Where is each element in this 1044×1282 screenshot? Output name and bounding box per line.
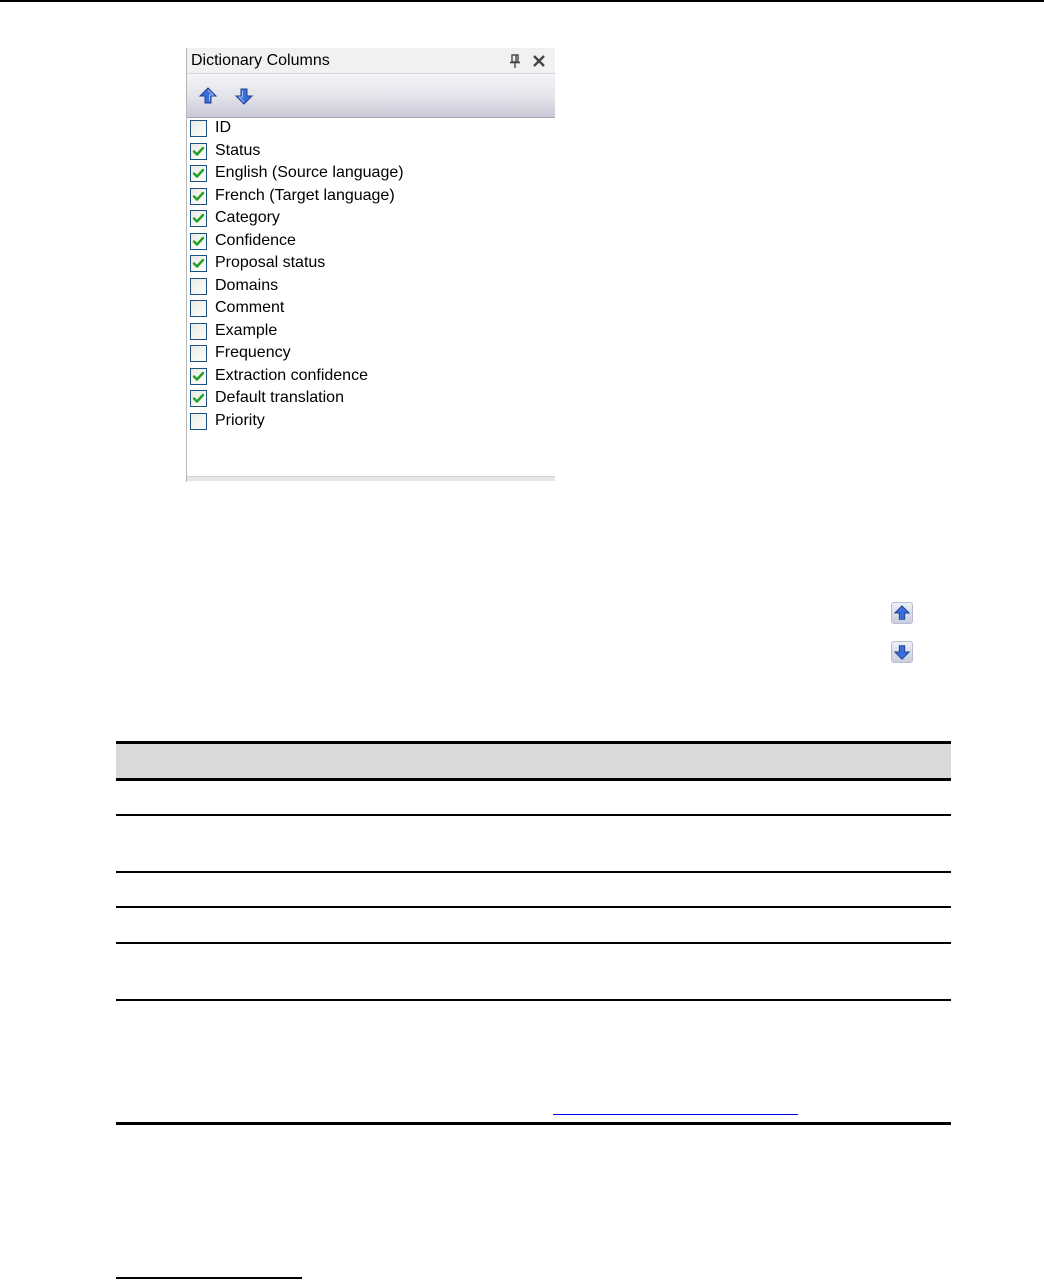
column-option[interactable]: [187, 118, 555, 141]
column-option-label: English (Source language): [215, 164, 404, 181]
column-option-label: Category: [215, 209, 280, 226]
dictionary-columns-panel: [186, 48, 554, 482]
table-row-divider: [116, 871, 951, 873]
column-option-label: Priority: [215, 411, 265, 429]
move-down-arrow-icon[interactable]: [234, 86, 254, 106]
column-option[interactable]: [187, 321, 555, 344]
checkbox-checked[interactable]: [190, 143, 207, 160]
column-option[interactable]: [187, 366, 555, 389]
checkmark-icon: [192, 257, 205, 270]
column-option-label: Default translation: [215, 389, 344, 406]
table-row-divider: [116, 814, 951, 816]
column-option[interactable]: [187, 208, 555, 231]
table-row-divider: [116, 999, 951, 1001]
column-option[interactable]: [187, 298, 555, 321]
column-option-label: Proposal status: [215, 254, 326, 271]
checkbox-unchecked[interactable]: [190, 323, 207, 340]
column-option[interactable]: [187, 276, 555, 299]
hyperlink-underline[interactable]: [553, 1114, 798, 1115]
checkbox-unchecked[interactable]: [190, 120, 207, 137]
pin-icon[interactable]: [508, 53, 522, 69]
checkmark-icon: [192, 392, 205, 405]
table-row-divider: [116, 906, 951, 908]
column-option[interactable]: [187, 343, 555, 366]
column-option[interactable]: [187, 388, 555, 411]
column-option-label: Confidence: [215, 231, 296, 249]
panel-toolbar: [187, 74, 555, 118]
checkmark-icon: [192, 167, 205, 180]
checkbox-checked[interactable]: [190, 210, 207, 227]
column-option-label: Extraction confidence: [215, 366, 368, 384]
checkbox-checked[interactable]: [190, 165, 207, 182]
column-option-label: French (Target language): [215, 186, 395, 204]
column-option-label: Frequency: [215, 344, 291, 361]
column-option-label: Example: [215, 321, 278, 339]
checkbox-checked[interactable]: [190, 188, 207, 205]
column-option-label: ID: [215, 119, 231, 136]
panel-title: Dictionary Columns: [191, 52, 330, 69]
checkbox-checked[interactable]: [190, 368, 207, 385]
panel-title-bar: [187, 48, 555, 74]
checkmark-icon: [192, 190, 205, 203]
table-row-divider: [116, 942, 951, 944]
column-option-label: Status: [215, 141, 261, 159]
checkbox-unchecked[interactable]: [190, 278, 207, 295]
panel-bottom-edge: [187, 476, 555, 481]
checkmark-icon: [192, 370, 205, 383]
table-bottom-rule: [116, 1122, 951, 1125]
table-header-row: [116, 741, 951, 781]
move-up-arrow-icon: [891, 602, 913, 624]
column-option-label: Domains: [215, 276, 279, 294]
checkbox-unchecked[interactable]: [190, 345, 207, 362]
close-icon[interactable]: [532, 53, 546, 69]
move-down-arrow-icon: [891, 641, 913, 663]
column-option[interactable]: [187, 141, 555, 164]
checkbox-checked[interactable]: [190, 390, 207, 407]
column-option[interactable]: [187, 231, 555, 254]
checkbox-checked[interactable]: [190, 233, 207, 250]
column-option[interactable]: [187, 186, 555, 209]
checkbox-unchecked[interactable]: [190, 300, 207, 317]
checkbox-checked[interactable]: [190, 255, 207, 272]
column-option[interactable]: [187, 411, 555, 434]
checkmark-icon: [192, 235, 205, 248]
checkbox-unchecked[interactable]: [190, 413, 207, 430]
checkmark-icon: [192, 145, 205, 158]
column-option[interactable]: [187, 253, 555, 276]
column-checklist: [187, 118, 555, 433]
footnote-separator: [116, 1277, 302, 1279]
column-option[interactable]: [187, 163, 555, 186]
checkmark-icon: [192, 212, 205, 225]
move-up-arrow-icon[interactable]: [198, 86, 218, 106]
column-option-label: Comment: [215, 299, 285, 316]
page-top-rule: [0, 0, 1044, 2]
